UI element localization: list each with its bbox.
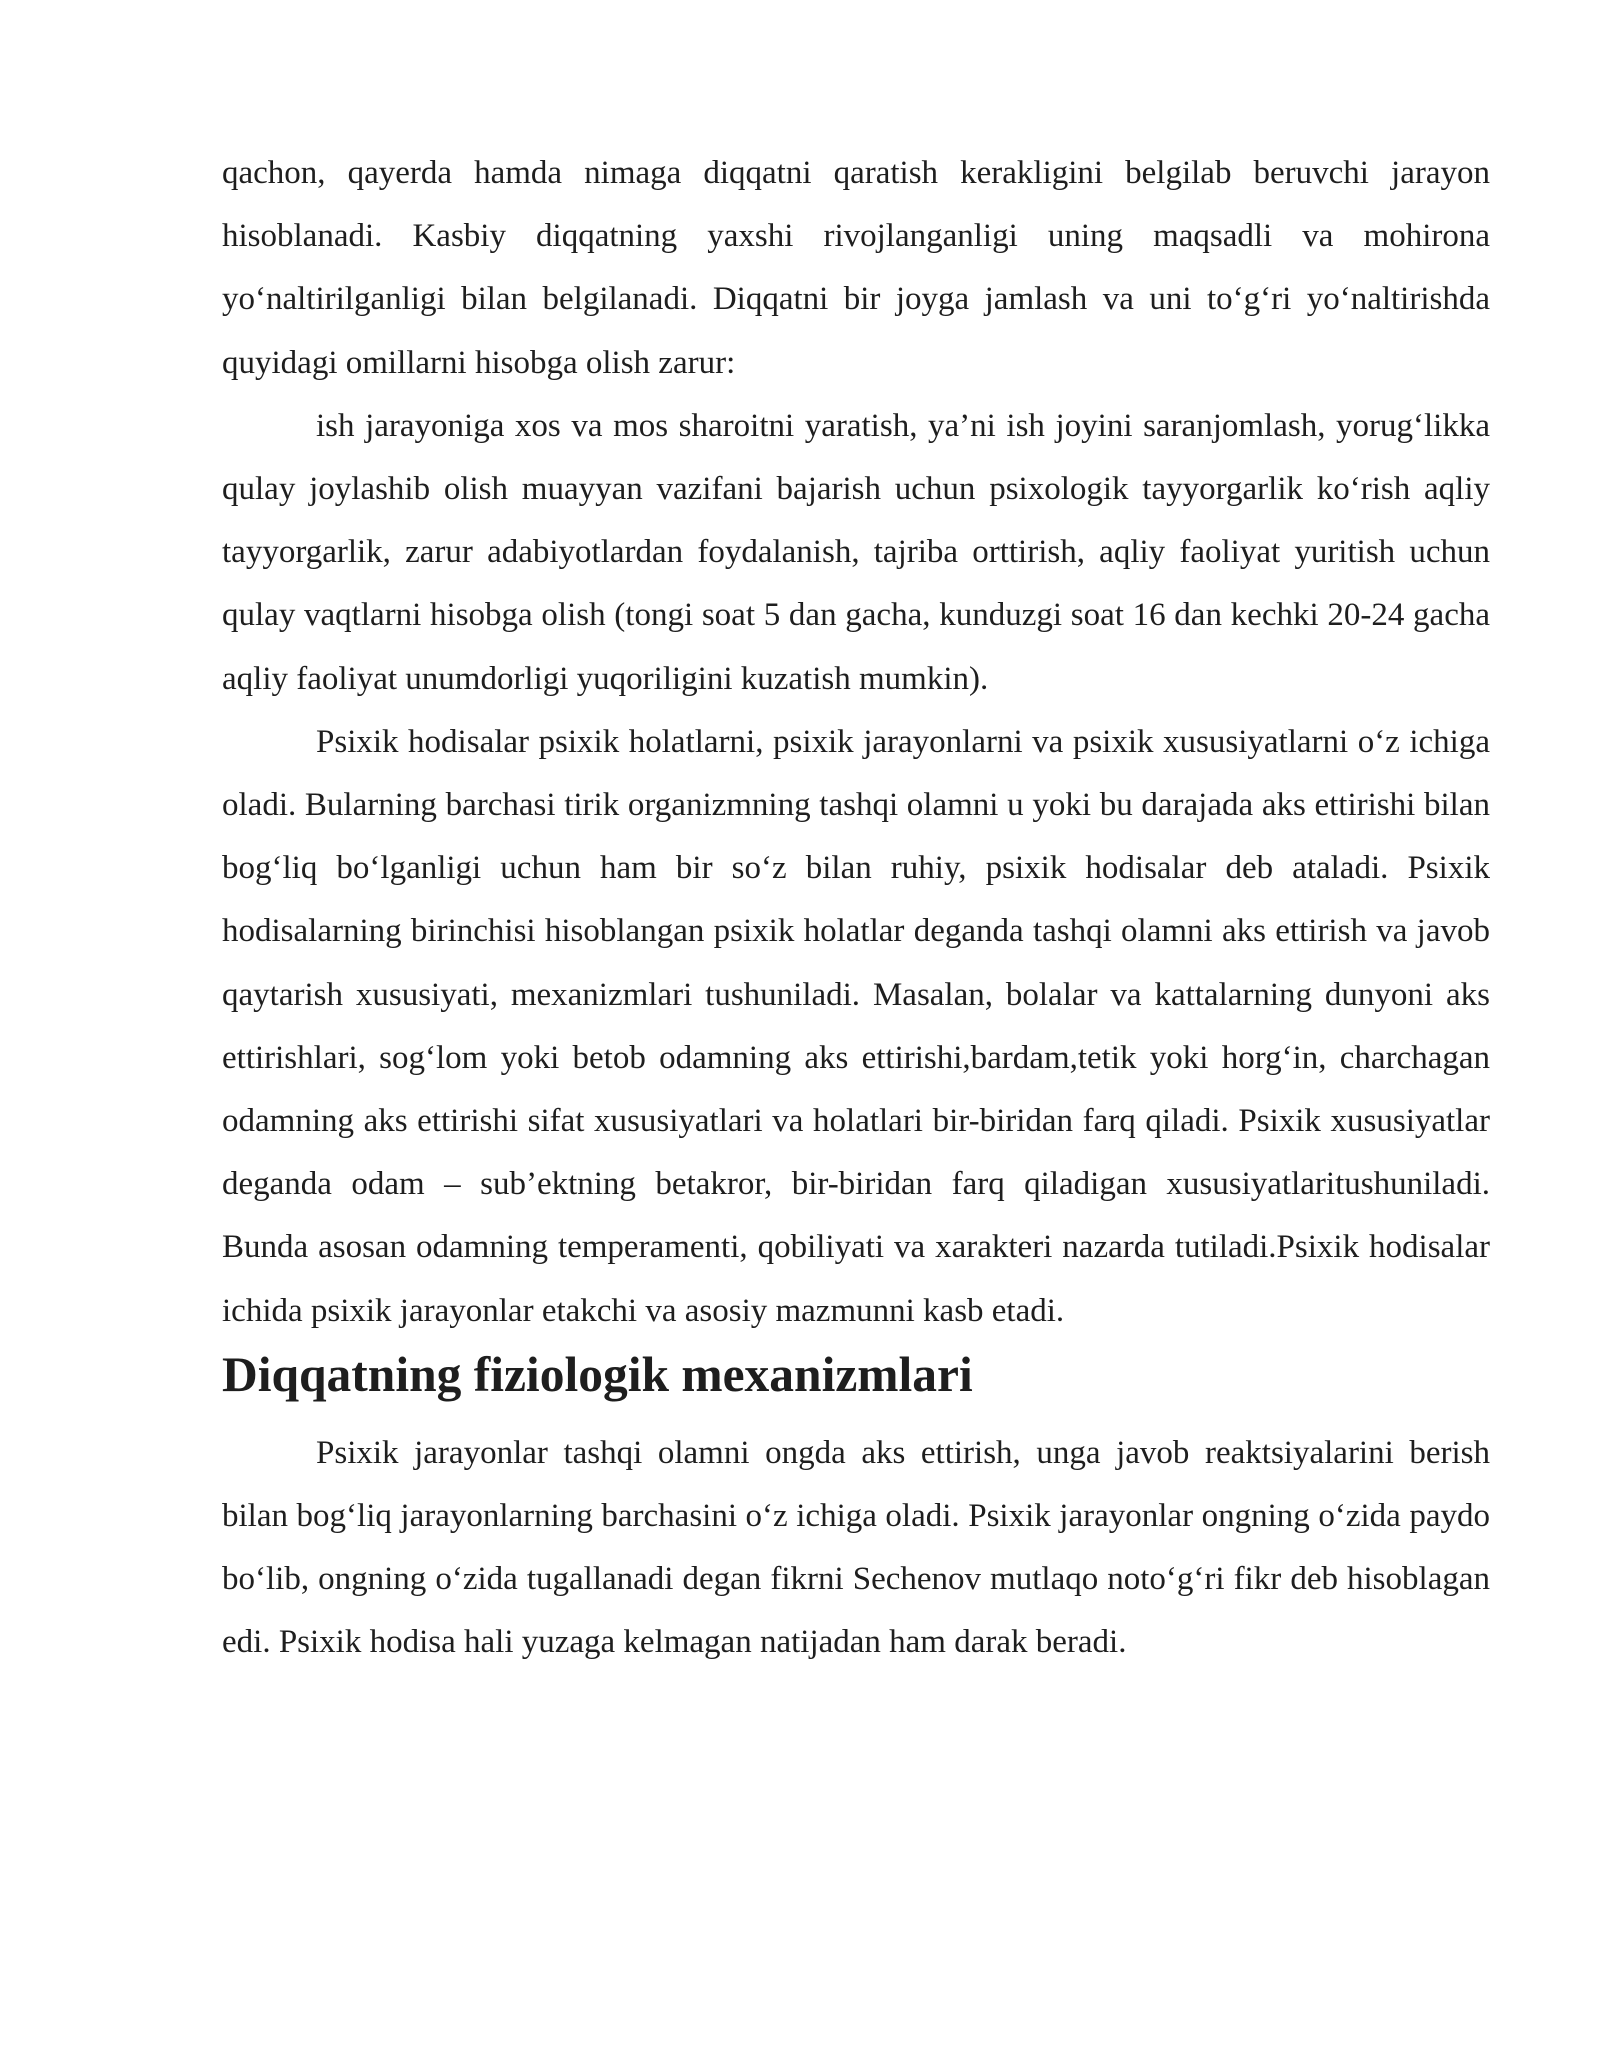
section-heading: Diqqatning fiziologik mexanizmlari xyxy=(222,1346,973,1402)
paragraph-intro: qachon, qayerda hamda nimaga diqqatni qaratish kerakligini belgilab beruvchi jarayon hisoblanadi. Kasbiy diqqatning yaxshi rivojlanganligi uning maqsadli va mohirona yo‘naltirilganligi bilan belgilanadi. Diqqatni bir joyga jamlash va uni to‘g‘ri yo‘naltirishda quyidagi omillarni hisobga olish zarur: xyxy=(222,155,1490,381)
paragraph-psychic-phenomena: Psixik hodisalar psixik holatlarni, psixik jarayonlarni va psixik xususiyatlarni o‘z ichiga oladi. Bularning barchasi tirik organizmning tashqi olamni u yoki bu darajada aks ettirishi bilan bog‘liq bo‘lganligi uchun ham bir so‘z bilan ruhiy, psixik hodisalar deb ataladi. Psixik hodisalarning birinchisi hisoblangan psixik holatlar deganda tashqi olamni aks ettirish va javob qaytarish xususiyati, mexanizmlari tushuniladi. Masalan, bolalar va kattalarning dunyoni aks ettirishlari, sog‘lom yoki betob odamning aks ettirishi,bardam,tetik yoki horg‘in, charchagan odamning aks ettirishi sifat xususiyatlari va holatlari bir-biridan farq qiladi. Psixik xususiyatlar deganda odam – sub’ektning betakror, bir-biridan farq qiladigan xususiyatlaritushuniladi. Bunda asosan odamning temperamenti, qobiliyati va xarakteri nazarda tutiladi.Psixik hodisalar ichida psixik jarayonlar etakchi va asosiy mazmunni kasb etadi. xyxy=(222,723,1490,1329)
document-page xyxy=(222,142,1490,1675)
paragraph-psychic-processes: Psixik jarayonlar tashqi olamni ongda aks ettirish, unga javob reaktsiyalarini berish bilan bog‘liq jarayonlarning barchasini o‘z ichiga oladi. Psixik jarayonlar ongning o‘zida paydo bo‘lib, ongning o‘zida tugallanadi degan fikrni Sechenov mutlaqo noto‘g‘ri fikr deb hisoblagan edi. Psixik hodisa hali yuzaga kelmagan natijadan ham darak beradi. xyxy=(222,1434,1490,1661)
paragraph-conditions: ish jarayoniga xos va mos sharoitni yaratish, ya’ni ish joyini saranjomlash, yorug‘likka qulay joylashib olish muayyan vazifani bajarish uchun psixologik tayyorgarlik ko‘rish aqliy tayyorgarlik, zarur adabiyotlardan foydalanish, tajriba orttirish, aqliy faoliyat yuritish uchun qulay vaqtlarni hisobga olish (tongi soat 5 dan gacha, kunduzgi soat 16 dan kechki 20-24 gacha aqliy faoliyat unumdorligi yuqoriligini kuzatish mumkin). xyxy=(222,407,1490,697)
